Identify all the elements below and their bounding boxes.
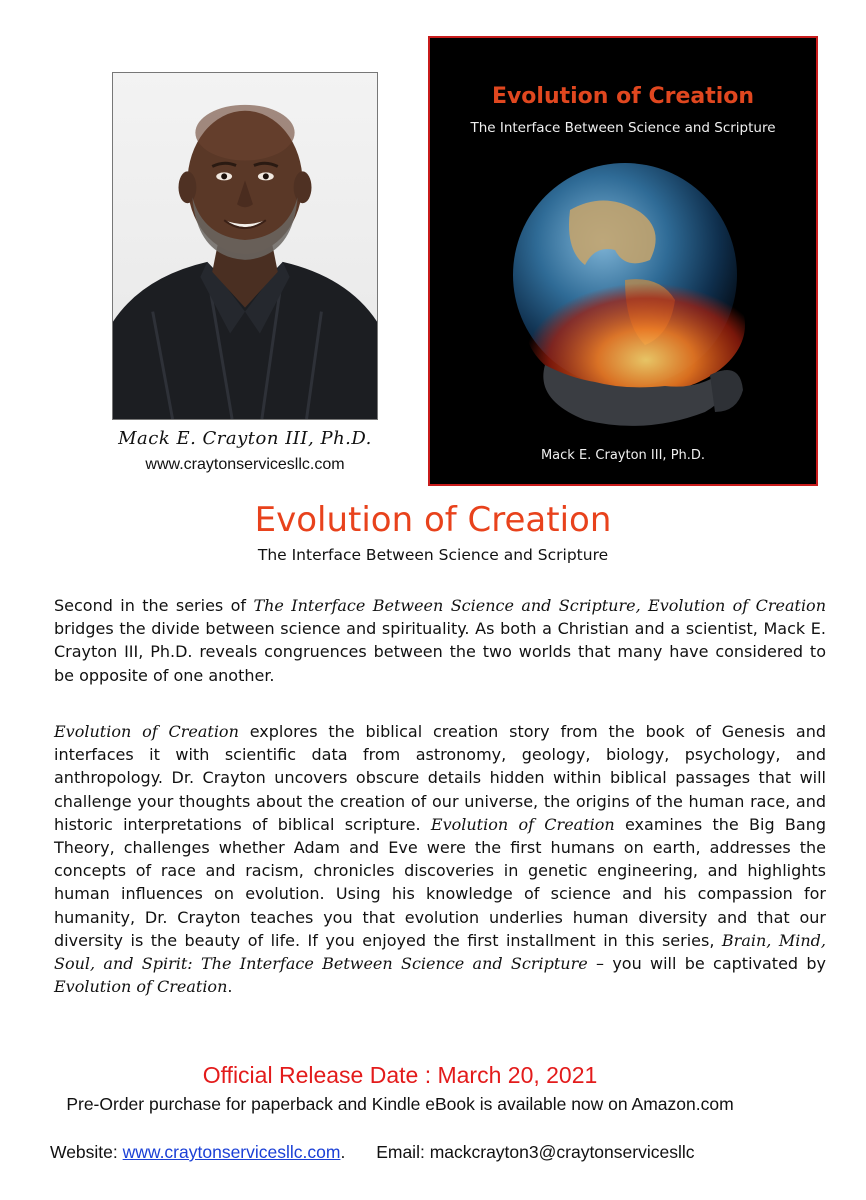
p2-text-4: .: [227, 977, 233, 997]
author-website: www.craytonservicesllc.com: [145, 456, 345, 473]
email-address: mackcrayton3@craytonservicesllc: [429, 1142, 695, 1162]
author-name-signature: Mack E. Crayton III, Ph.D.: [118, 428, 372, 449]
p2-prior-book: Brain, Mind, Soul, and Spirit: The Interface Between Science and Scripture: [54, 930, 826, 974]
release-date: Official Release Date : March 20, 2021: [202, 1062, 598, 1088]
main-subtitle: The Interface Between Science and Scripture: [257, 546, 609, 564]
author-portrait-illustration: [113, 73, 377, 419]
p2-book-title-1: Evolution of Creation: [54, 722, 239, 741]
p2-book-title-3: Evolution of Creation: [54, 977, 228, 997]
p2-text-2: examines the Big Bang Theory, challenges whether Adam and Eve were the first humans on earth, addresses the concepts of race and racism, chronicles discoveries in genetic engineering, and highlights human influences on evolution. Using his knowledge of science and his compassion for humanity, Dr. Crayton teaches you that evolution underlies human diversity and that our diversity is the beauty of life. If you enjoyed the first installment in this series,: [54, 814, 826, 950]
website-link[interactable]: www.craytonservicesllc.com: [122, 1142, 341, 1162]
cover-title: Evolution of Creation: [491, 84, 755, 109]
main-title: Evolution of Creation: [254, 500, 612, 540]
author-photo: [112, 72, 378, 420]
book-cover: [428, 36, 818, 486]
website-suffix: .: [340, 1142, 346, 1162]
cover-subtitle: The Interface Between Science and Scripture: [470, 120, 776, 136]
preorder-info: Pre-Order purchase for paperback and Kindle eBook is available now on Amazon.com: [66, 1094, 734, 1114]
description-paragraph-1: [54, 594, 826, 687]
p2-text-3: – you will be captivated by: [587, 954, 826, 974]
p2-text-1: explores the biblical creation story from the book of Genesis and interfaces it with scientific data from astronomy, geology, biology, psychology, and anthropology. Dr. Crayton uncovers obscure details hidden within biblical passages that will challenge your thoughts about the creation of our universe, the origins of the human race, and historic interpretations of biblical scripture.: [54, 722, 826, 834]
email-label: Email:: [376, 1142, 430, 1162]
p1-series-title: The Interface Between Science and Scripture, Evolution of Creation: [253, 596, 826, 615]
description-paragraph-2: [54, 720, 826, 998]
p1-rest: bridges the divide between science and spirituality. As both a Christian and a scientist, Mack E. Crayton III, Ph.D. reveals congruences between the two worlds that many have considered to be opposite of one another.: [54, 619, 826, 685]
p1-lead: Second in the series of: [54, 596, 254, 615]
website-label: Website:: [50, 1142, 123, 1162]
earth-in-hand-illustration: [475, 150, 775, 440]
contact-line: [50, 1142, 694, 1163]
p2-book-title-2: Evolution of Creation: [430, 814, 615, 834]
cover-author: Mack E. Crayton III, Ph.D.: [540, 448, 706, 463]
